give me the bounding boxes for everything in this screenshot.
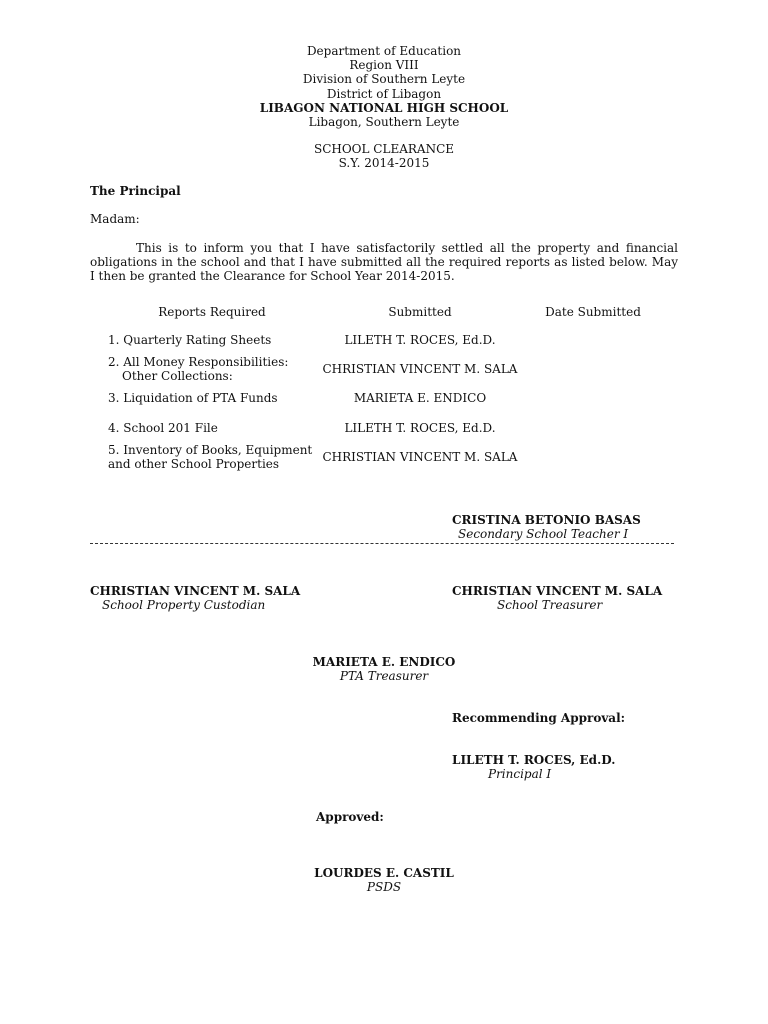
report-item: 4. School 201 File: [108, 421, 218, 435]
submitted-by: LILETH T. ROCES, Ed.D.: [344, 421, 496, 435]
header-department: Department of Education: [306, 44, 462, 58]
psds-title: PSDS: [366, 880, 402, 894]
header-division: Division of Southern Leyte: [302, 72, 466, 87]
submitted-by: CHRISTIAN VINCENT M. SALA: [322, 450, 518, 464]
custodian-title: School Property Custodian: [102, 598, 266, 612]
pta-treasurer-name: MARIETA E. ENDICO: [312, 655, 456, 669]
column-header-reports: Reports Required: [158, 305, 266, 319]
submitted-by: MARIETA E. ENDICO: [353, 391, 487, 405]
column-header-date: Date Submitted: [545, 305, 641, 319]
report-item: 2. All Money Responsibilities:: [108, 355, 289, 369]
report-item: 5. Inventory of Books, Equipment: [108, 443, 313, 457]
psds-name: LOURDES E. CASTIL: [314, 866, 454, 880]
custodian-name: CHRISTIAN VINCENT M. SALA: [90, 584, 301, 598]
school-year: S.Y. 2014-2015: [338, 156, 430, 170]
document-header: [0, 44, 768, 129]
addressee: The Principal: [90, 184, 181, 198]
approved-label: Approved:: [316, 810, 384, 824]
principal-name: LILETH T. ROCES, Ed.D.: [452, 753, 616, 767]
header-region: Region VIII: [349, 58, 419, 73]
header-school-address: Libagon, Southern Leyte: [308, 114, 460, 129]
teacher-title: Secondary School Teacher I: [458, 527, 629, 541]
cut-line-divider: [90, 543, 674, 544]
report-item: 3. Liquidation of PTA Funds: [108, 391, 278, 405]
principal-title: Principal I: [488, 767, 552, 781]
treasurer-title: School Treasurer: [497, 598, 603, 612]
column-header-submitted: Submitted: [388, 305, 452, 319]
letter-body: This is to inform you that I have satisfactorily settled all the property and financial obligations in the school and that I have submitted all the required reports as listed below. May I then be granted the Clearance for School Year 2014-2015.: [90, 241, 678, 283]
report-subitem: and other School Properties: [108, 457, 280, 471]
report-subitem: Other Collections:: [122, 369, 233, 383]
header-school-name: LIBAGON NATIONAL HIGH SCHOOL: [259, 100, 509, 115]
treasurer-name: CHRISTIAN VINCENT M. SALA: [452, 584, 663, 598]
header-district: District of Libagon: [326, 86, 442, 101]
document-title: SCHOOL CLEARANCE: [313, 142, 455, 156]
teacher-name: CRISTINA BETONIO BASAS: [452, 513, 641, 527]
salutation: Madam:: [90, 212, 140, 226]
submitted-by: CHRISTIAN VINCENT M. SALA: [322, 362, 518, 376]
recommending-approval-label: Recommending Approval:: [452, 711, 626, 725]
submitted-by: LILETH T. ROCES, Ed.D.: [344, 333, 496, 347]
pta-treasurer-title: PTA Treasurer: [339, 669, 429, 683]
report-item: 1. Quarterly Rating Sheets: [108, 333, 272, 347]
